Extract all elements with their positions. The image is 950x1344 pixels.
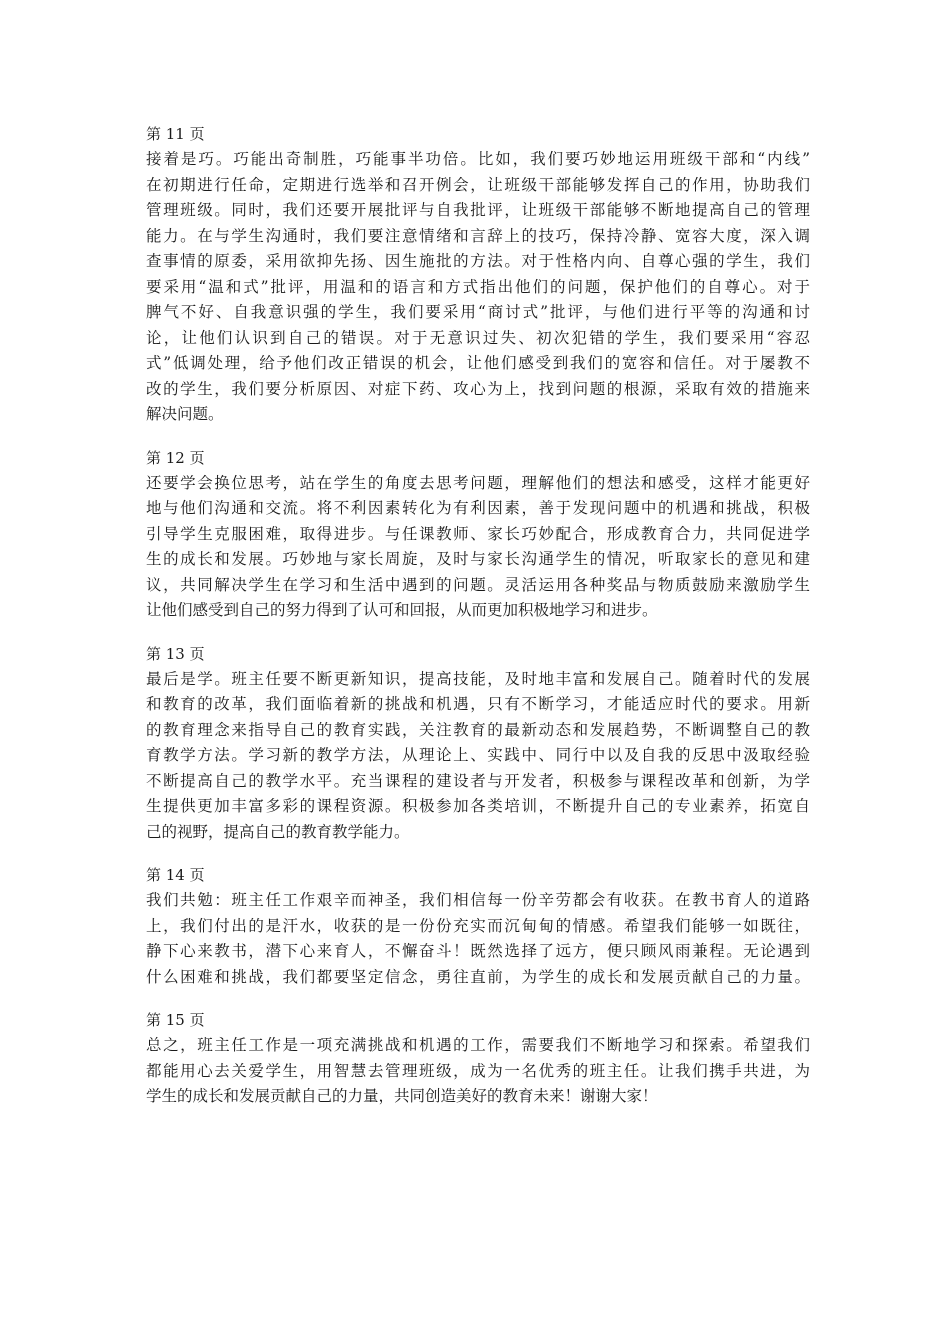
paragraph-line: 能力。在与学生沟通时，我们要注意情绪和言辞上的技巧，保持冷静、宽容大度，深入调 — [146, 226, 810, 245]
paragraph-line: 让他们感受到自己的努力得到了认可和回报，从而更加积极地学习和进步。 — [146, 601, 658, 619]
paragraph-line: 查事情的原委，采用欲抑先扬、因生施批的方法。对于性格内向、自尊心强的学生，我们 — [146, 252, 810, 270]
paragraph-line: 和教育的改革，我们面临着新的挑战和机遇，只有不断学习，才能适应时代的要求。用新 — [146, 695, 810, 713]
page-number-heading: 第 11 页 — [146, 125, 205, 143]
paragraph-line: 议，共同解决学生在学习和生活中遇到的问题。灵活运用各种奖品与物质鼓励来激励学生 — [146, 575, 810, 594]
paragraph-line: 什么困难和挑战，我们都要坚定信念，勇往直前，为学生的成长和发展贡献自己的力量。 — [146, 967, 810, 986]
paragraph-line: 总之，班主任工作是一项充满挑战和机遇的工作，需要我们不断地学习和探索。希望我们 — [146, 1036, 810, 1054]
paragraph-line: 在初期进行任命，定期进行选举和召开例会，让班级干部能够发挥自己的作用，协助我们 — [146, 175, 810, 194]
page-section-15 — [146, 1008, 810, 1110]
page-section-14 — [146, 863, 810, 990]
paragraph-line: 生提供更加丰富多彩的课程资源。积极参加各类培训，不断提升自己的专业素养，拓宽自 — [146, 797, 810, 815]
paragraph-line: 管理班级。同时，我们还要开展批评与自我批评，让班级干部能够不断地提高自己的管理 — [146, 201, 810, 219]
paragraph-line: 最后是学。班主任要不断更新知识，提高技能，及时地丰富和发展自己。随着时代的发展 — [146, 669, 810, 688]
paragraph-line: 静下心来教书，潜下心来育人，不懈奋斗！既然选择了远方，便只顾风雨兼程。无论遇到 — [146, 942, 810, 960]
paragraph-line: 学生的成长和发展贡献自己的力量，共同创造美好的教育未来！谢谢大家！ — [146, 1087, 658, 1105]
paragraph-line: 生的成长和发展。巧妙地与家长周旋，及时与家长沟通学生的情况，听取家长的意见和建 — [146, 550, 810, 568]
paragraph-line: 己的视野，提高自己的教育教学能力。 — [146, 822, 410, 841]
paragraph-line: 不断提高自己的教学水平。充当课程的建设者与开发者，积极参与课程改革和创新，为学 — [146, 771, 810, 790]
paragraph-line: 地与他们沟通和交流。将不利因素转化为有利因素，善于发现问题中的机遇和挑战，积极 — [146, 499, 810, 517]
paragraph-line: 都能用心去关爱学生，用智慧去管理班级，成为一名优秀的班主任。让我们携手共进，为 — [146, 1061, 810, 1080]
page-number-heading: 第 12 页 — [146, 448, 205, 467]
paragraph-line: 的教育理念来指导自己的教育实践，关注教育的最新动态和发展趋势，不断调整自己的教 — [146, 720, 810, 739]
paragraph-line: 引导学生克服困难，取得进步。与任课教师、家长巧妙配合，形成教育合力，共同促进学 — [146, 524, 810, 543]
page-section-11 — [146, 122, 810, 428]
page-section-12 — [146, 446, 810, 624]
paragraph-line: 式”低调处理，给予他们改正错误的机会，让他们感受到我们的宽容和信任。对于屡教不 — [146, 354, 810, 372]
paragraph-line: 解决问题。 — [146, 405, 224, 423]
paragraph-line: 改的学生，我们要分析原因、对症下药、攻心为上，找到问题的根源，采取有效的措施来 — [146, 379, 810, 398]
page-number-heading: 第 13 页 — [146, 644, 205, 663]
paragraph-line: 要采用“温和式”批评，用温和的语言和方式指出他们的问题，保护他们的自尊心。对于 — [146, 277, 810, 296]
paragraph-line: 脾气不好、自我意识强的学生，我们要采用“商讨式”批评，与他们进行平等的沟通和讨 — [146, 303, 810, 321]
paragraph-line: 接着是巧。巧能出奇制胜，巧能事半功倍。比如，我们要巧妙地运用班级干部和“内线” — [146, 150, 810, 168]
paragraph-line: 我们共勉：班主任工作艰辛而神圣，我们相信每一份辛劳都会有收获。在教书育人的道路 — [146, 891, 810, 909]
paragraph-line: 还要学会换位思考，站在学生的角度去思考问题，理解他们的想法和感受，这样才能更好 — [146, 473, 810, 492]
page-number-heading: 第 15 页 — [146, 1011, 205, 1029]
page-number-heading: 第 14 页 — [146, 866, 205, 884]
document-page — [146, 122, 810, 1128]
paragraph-line: 论，让他们认识到自己的错误。对于无意识过失、初次犯错的学生，我们要采用“容忍 — [146, 328, 810, 347]
paragraph-line: 育教学方法。学习新的教学方法，从理论上、实践中、同行中以及自我的反思中汲取经验 — [146, 746, 810, 764]
paragraph-line: 上，我们付出的是汗水，收获的是一份份充实而沉甸甸的情感。希望我们能够一如既往， — [146, 916, 810, 935]
page-section-13 — [146, 642, 810, 846]
